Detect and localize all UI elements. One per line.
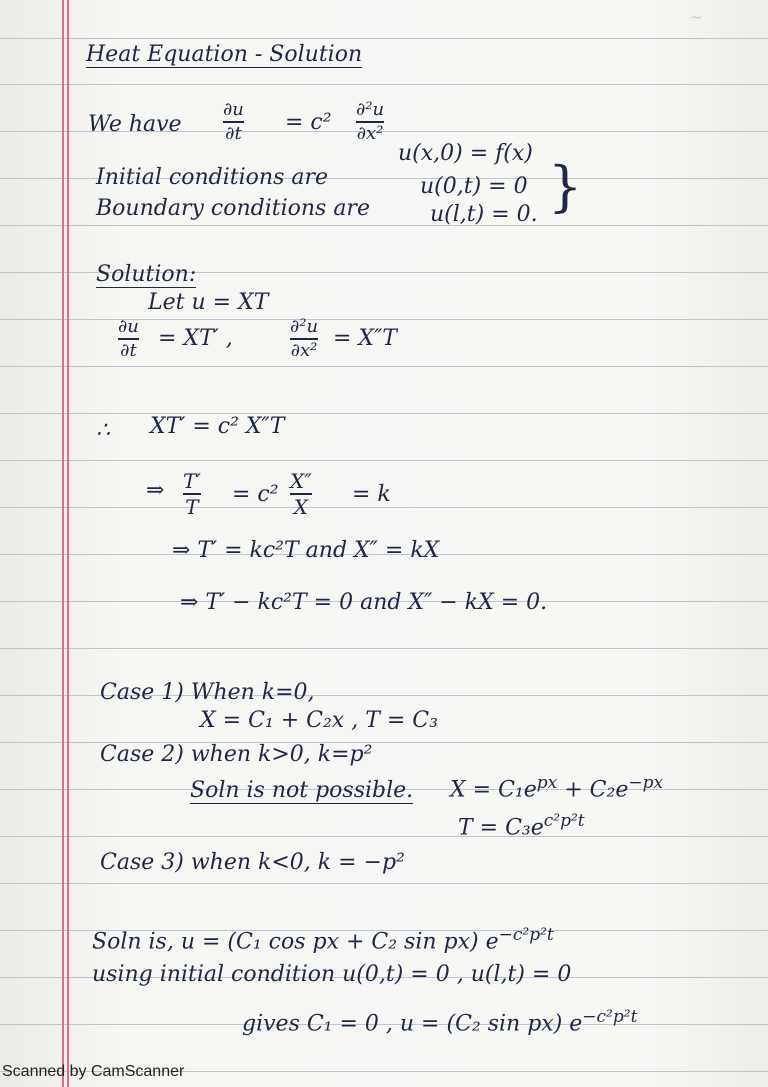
we-have-text: We have [88, 112, 182, 137]
curly-brace: } [548, 155, 583, 218]
therefore-symbol: ∴ [96, 418, 110, 443]
equals-c-squared: = c² [232, 482, 279, 507]
gives-result: gives C₁ = 0 , u = (C₂ sin px) $e^{-c^2p^2t}$ [242, 1007, 638, 1037]
case2-note: Soln is not possible. [190, 778, 414, 803]
case2-x-solution: $X = C_1e^{px} + C_2e^{-px}$ [450, 773, 664, 803]
bleed-through: ~ [690, 8, 703, 26]
solution-label: Solution: [96, 262, 197, 287]
ruled-line [0, 648, 768, 649]
boundary-condition-2: u(l,t) = 0. [430, 202, 538, 227]
implies-arrow: ⇒ [146, 478, 165, 503]
case1-label: Case 1) When k=0, [100, 680, 315, 705]
ruled-line [0, 413, 768, 414]
ruled-line [0, 319, 768, 320]
case2-label: Case 2) when k>0, k=p² [100, 742, 373, 767]
boundary-condition-1: u(0,t) = 0 [420, 174, 528, 199]
xt-prime: = XT′ , [158, 326, 233, 351]
fraction-t-prime-t: T′ T [183, 469, 201, 519]
initial-conditions-label: Initial conditions are [96, 165, 328, 190]
fraction-d2u-dx2-2: ∂²u ∂x² [290, 316, 319, 361]
scanner-watermark: Scanned by CamScanner [2, 1063, 185, 1080]
using-initial-condition: using initial condition u(0,t) = 0 , u(l,t) = 0 [92, 962, 572, 987]
ruled-line [0, 460, 768, 461]
ruled-line [0, 883, 768, 884]
fraction-du-dt-2: ∂u ∂t [118, 316, 139, 361]
pde-equals: = c² [285, 110, 332, 135]
x-double-prime-t: = X″T [333, 326, 397, 351]
let-u-line: Let u = XT [148, 290, 269, 315]
margin-line [67, 0, 69, 1087]
case1-equation: X = C₁ + C₂x , T = C₃ [200, 708, 438, 733]
equals-k: = k [352, 482, 391, 507]
ruled-line [0, 225, 768, 226]
case3-label: Case 3) when k<0, k = −p² [100, 850, 405, 875]
fraction-d2u-dx2: ∂²u ∂x² [356, 99, 385, 144]
ruled-line [0, 38, 768, 39]
fraction-du-dt: ∂u ∂t [223, 99, 244, 144]
general-solution: Soln is, u = (C₁ cos px + C₂ sin px) $e^{-c^2p^2t}$ [92, 925, 554, 955]
ode-equations: ⇒ T′ − kc²T = 0 and X″ − kX = 0. [180, 590, 548, 615]
fraction-x-double-prime-x: X″ X [290, 469, 312, 519]
therefore-equation: XT′ = c² X″T [150, 414, 285, 439]
separated-equations: ⇒ T′ = kc²T and X″ = kX [172, 538, 440, 563]
ruled-line [0, 84, 768, 85]
ruled-line [0, 836, 768, 837]
ruled-line [0, 366, 768, 367]
case2-t-solution: $T = C_3e^{c^2p^2t}$ [458, 811, 585, 841]
margin-line [62, 0, 64, 1087]
page-title: Heat Equation - Solution [86, 42, 363, 67]
boundary-conditions-label: Boundary conditions are [96, 196, 370, 221]
initial-conditions-value: u(x,0) = f(x) [398, 141, 533, 166]
